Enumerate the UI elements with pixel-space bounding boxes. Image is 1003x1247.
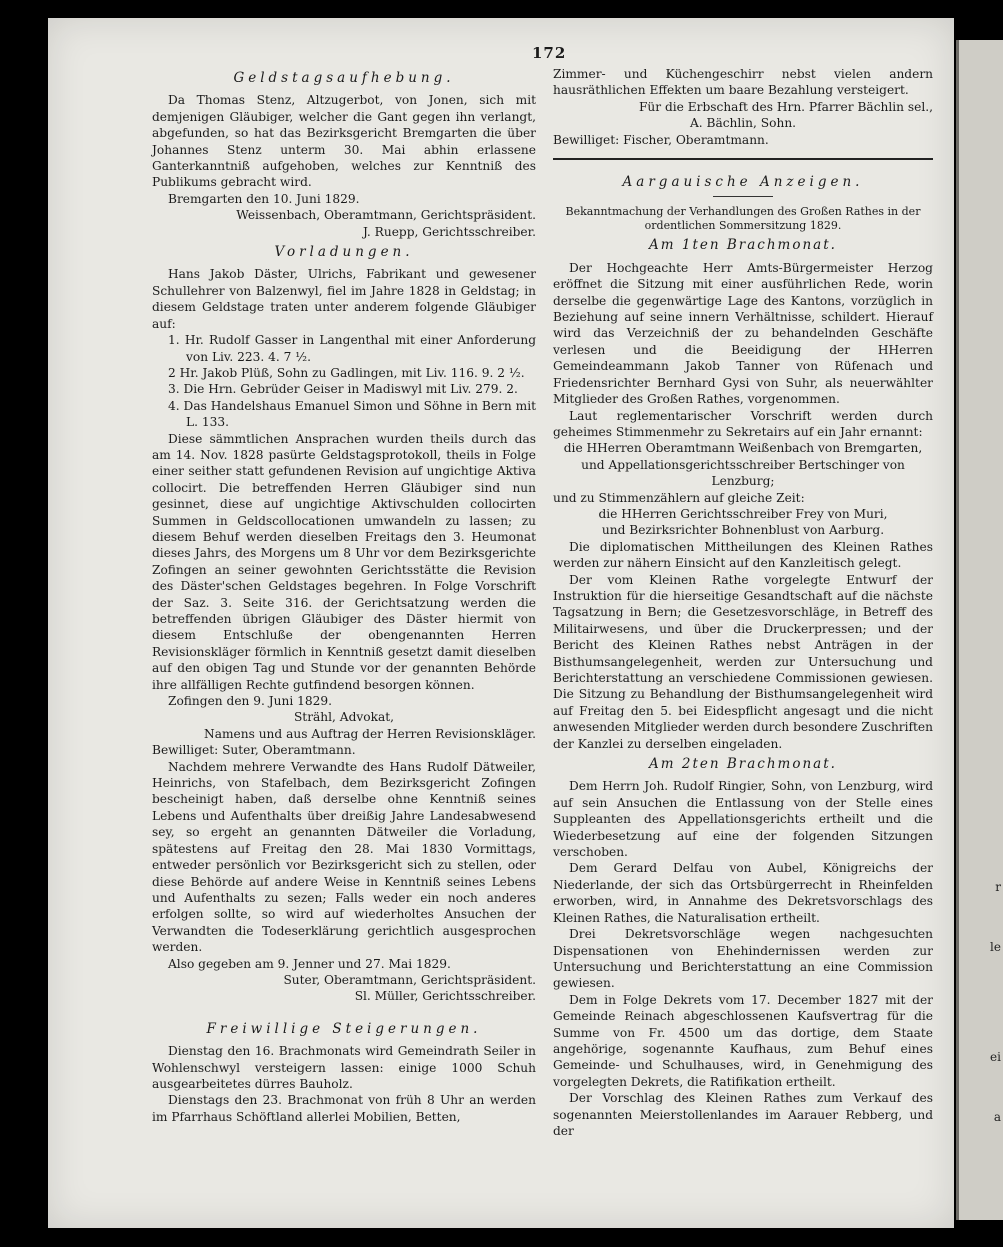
- signature: Weissenbach, Oberamtmann, Gerichtspräsident.: [236, 208, 536, 223]
- date-heading: Am 2ten Brachmonat.: [649, 756, 837, 773]
- subheading: Bekanntmachung der Verhandlungen des Großen Rathes in der ordentlichen Sommersitzung 1829.: [565, 205, 921, 233]
- paragraph: Nachdem mehrere Verwandte des Hans Rudolf Dätweiler, Heinrichs, von Stafelbach, dem Bezirksgericht Zofingen bescheinigt haben, daß derselbe ohne Kenntniß seines Lebens und Aufenthalts über dreißig Jahre Landesabwesend sey, so ergeht an genannten Dätweiler die Vorladung, spätestens auf Freitag den 28. Mai 1830 Vormittags, entweder persönlich vor Bezirksgericht sich zu stellen, oder diese Behörde auf andere Weise in Kenntniß seines Lebens und Aufenthalts zu sezen; Falls weder ein noch anderes erfolgen sollte, so wird auf wiederholtes Ansuchen der Verwandten die Todeserklärung gerichtlich ausgesprochen werden.: [152, 759, 536, 955]
- edge-text: ei: [990, 1050, 1001, 1064]
- paragraph: Dem Gerard Delfau von Aubel, Königreichs der Niederlande, der sich das Ortsbürgerrecht in Rheinfelden erworben, wird, in Annahme des Dekretsvorschlags des Kleinen Rathes, die Naturalisation ertheilt.: [553, 861, 933, 925]
- paragraph: Dem Herrn Joh. Rudolf Ringier, Sohn, von Lenzburg, wird auf sein Ansuchen die Entlassung von der Stelle eines Suppleanten des Appellationsgerichts ertheilt und die Wiederbesetzung auf eine der folgenden Sitzungen verschoben.: [553, 779, 933, 860]
- dateline: Bremgarten den 10. Juni 1829.: [168, 191, 360, 206]
- paragraph: Der Hochgeachte Herr Amts-Bürgermeister Herzog eröffnet die Sitzung mit einer ausführlichen Rede, worin derselbe die gegenwärtige Lage des Kantons, vorzüglich in Beziehung auf seine innern Verhältnisse, schildert. Hierauf wird das Verzeichniß der zu behandelnden Geschäfte verlesen und die Beeidigung der HHerren Gemeindeammann Jakob Tanner von Rüfenach und Friedensrichter Bernhard Gysi von Suhr, als neuerwählter Mitglieder des Großen Rathes, vorgenommen.: [553, 260, 933, 407]
- list-item: 1. Hr. Rudolf Gasser in Langenthal mit einer Anforderung von Liv. 223. 4. 7 ½.: [168, 333, 536, 364]
- paragraph: Laut reglementarischer Vorschrift werden durch geheimes Stimmenmehr zu Sekretairs auf ein Jahr ernannt:: [553, 408, 933, 439]
- signature: Namens und aus Auftrag der Herren Revisionskläger.: [204, 726, 536, 741]
- date-heading: Am 1ten Brachmonat.: [649, 237, 837, 254]
- paragraph: Die diplomatischen Mittheilungen des Kleinen Rathes werden zur nähern Einsicht auf den Kanzleitisch gelegt.: [553, 539, 933, 571]
- name-line: und Bezirksrichter Bohnenblust von Aarburg.: [601, 523, 885, 538]
- left-column: [152, 66, 536, 1125]
- name-line: und Appellationsgerichtsschreiber Bertschinger von Lenzburg;: [581, 457, 905, 489]
- paragraph: Zimmer- und Küchengeschirr nebst vielen andern hausräthlichen Effekten um baare Bezahlung versteigert.: [553, 67, 933, 98]
- signature: Für die Erbschaft des Hrn. Pfarrer Bächlin sel.,: [638, 99, 933, 114]
- edge-text: r: [995, 880, 1001, 894]
- edge-text: le: [990, 940, 1001, 954]
- signature: J. Ruepp, Gerichtsschreiber.: [362, 224, 536, 239]
- list-item: 4. Das Handelshaus Emanuel Simon und Söhne in Bern mit L. 133.: [168, 398, 536, 430]
- section-heading: Vorladungen.: [274, 244, 414, 261]
- name-line: die HHerren Oberamtmann Weißenbach von Bremgarten,: [563, 441, 923, 456]
- section-heading: Freiwillige Steigerungen.: [206, 1020, 482, 1037]
- paragraph: Da Thomas Stenz, Altzugerbot, von Jonen, sich mit demjenigen Gläubiger, welcher die Gant gegen ihn verlangt, abgefunden, so hat das Bezirksgericht Bremgarten die über Johannes Stenz unterm 30. Mai abhin erlassene Ganterkanntniß aufgehoben, welches zur Kenntniß des Publikums gebracht wird.: [152, 93, 536, 190]
- dateline: Also gegeben am 9. Jenner und 27. Mai 1829.: [168, 956, 451, 971]
- paragraph: Drei Dekretsvorschläge wegen nachgesuchten Dispensationen von Ehehindernissen werden zur Untersuchung und Berichterstattung an eine Commission gewiesen.: [553, 927, 933, 991]
- edge-text: a: [993, 1110, 1001, 1124]
- section-rule: [553, 158, 933, 160]
- paragraph: Diese sämmtlichen Ansprachen wurden theils durch das am 14. Nov. 1828 pasürte Geldstagsprotokoll, theils in Folge einer seither statt gefundenen Revision auf ungichtige Aktiva collocirt. Die betreffenden Herren Gläubiger sind nun gesinnet, diese auf ungichtige Aktivschulden collocirten Summen in Geldscollocationen umwandeln zu lassen; zu diesem Behuf werden dieselben Freitags den 3. Heumonat dieses Jahrs, des Morgens um 8 Uhr vor dem Bezirksgerichte Zofingen an seiner gewohnten Gerichtsstätte die Revision des Däster'schen Geldstages begehren. In Folge Vorschrift der Saz. 3. Seite 316. der Gerichtsatzung werden die betreffenden übrigen Gläubiger des Däster hiermit von diesem Entschluße der obengenannten Herren Revisionskläger förmlich in Kenntniß gesetzt damit dieselben auf den obigen Tag und Stunde vor der genannten Behörde ihre allfälligen Rechte gutfindend besorgen können.: [152, 431, 536, 692]
- page-number: 172: [532, 44, 567, 62]
- signature: Sl. Müller, Gerichtsschreiber.: [354, 989, 536, 1004]
- section-heading: Geldstagsaufhebung.: [233, 70, 455, 86]
- paragraph: Dienstag den 16. Brachmonats wird Gemeindrath Seiler in Wohlenschwyl versteigern lassen: einige 1000 Schuh ausgearbeitetes dürres Bauholz.: [152, 1044, 536, 1091]
- name-line: die HHerren Gerichtsschreiber Frey von Muri,: [598, 506, 888, 521]
- paragraph: Hans Jakob Däster, Ulrichs, Fabrikant und gewesener Schullehrer von Balzenwyl, fiel im Jahre 1828 in Geldstag; in diesem Geldstage traten unter anderem folgende Gläubiger auf:: [152, 267, 536, 331]
- dateline: Zofingen den 9. Juni 1829.: [168, 694, 333, 709]
- adjacent-page-edge: [956, 40, 1003, 1220]
- short-divider: [713, 196, 773, 197]
- list-item: 2 Hr. Jakob Plüß, Sohn zu Gadlingen, mit Liv. 116. 9. 2 ½.: [168, 365, 525, 380]
- paragraph: Der vom Kleinen Rathe vorgelegte Entwurf der Instruktion für die hierseitige Gesandtschaft auf die nächste Tagsatzung in Bern; die Gesetzesvorschläge, in Betreff des Militairwesens, und über die Druckerpressen; und der Bericht des Kleinen Rathes nebst Anträgen in der Bisthumsangelegenheit, werden zur Untersuchung und Berichterstattung an verschiedene Commissionen gewiesen. Die Sitzung zu Behandlung der Bisthumsangelegenheit wird auf Freitag den 5. bei Eidespflicht angesagt und die nicht anwesenden Mitglieder werden durch besondere Zuschriften der Kanzlei zu derselben eingeladen.: [553, 572, 933, 751]
- paragraph: Dienstags den 23. Brachmonat von früh 8 Uhr an werden im Pfarrhaus Schöftland allerlei Mobilien, Betten,: [152, 1093, 536, 1124]
- paragraph: Der Vorschlag des Kleinen Rathes zum Verkauf des sogenannten Meierstollenlandes im Aarauer Rebberg, und der: [553, 1091, 933, 1138]
- permission-line: Bewilliget: Fischer, Oberamtmann.: [553, 132, 769, 147]
- signature: Strähl, Advokat,: [293, 710, 395, 725]
- permission-line: Bewilliget: Suter, Oberamtmann.: [152, 743, 356, 758]
- paragraph: Dem in Folge Dekrets vom 17. December 1827 mit der Gemeinde Reinach abgeschlossenen Kaufsvertrag für die Summe von Fr. 4500 um das dortige, dem Staate angehörige, sogenannte Kaufhaus, zum Behuf eines Gemeinde- und Schulhauses, wird, in Genehmigung des vorgelegten Dekrets, die Ratifikation ertheilt.: [553, 992, 933, 1089]
- section-heading: Aargauische Anzeigen.: [622, 174, 864, 191]
- signature: A. Bächlin, Sohn.: [689, 116, 797, 131]
- right-column: [553, 66, 933, 1139]
- paragraph: und zu Stimmenzählern auf gleiche Zeit:: [553, 490, 805, 505]
- list-item: 3. Die Hrn. Gebrüder Geiser in Madiswyl mit Liv. 279. 2.: [168, 382, 518, 397]
- signature: Suter, Oberamtmann, Gerichtspräsident.: [283, 972, 536, 987]
